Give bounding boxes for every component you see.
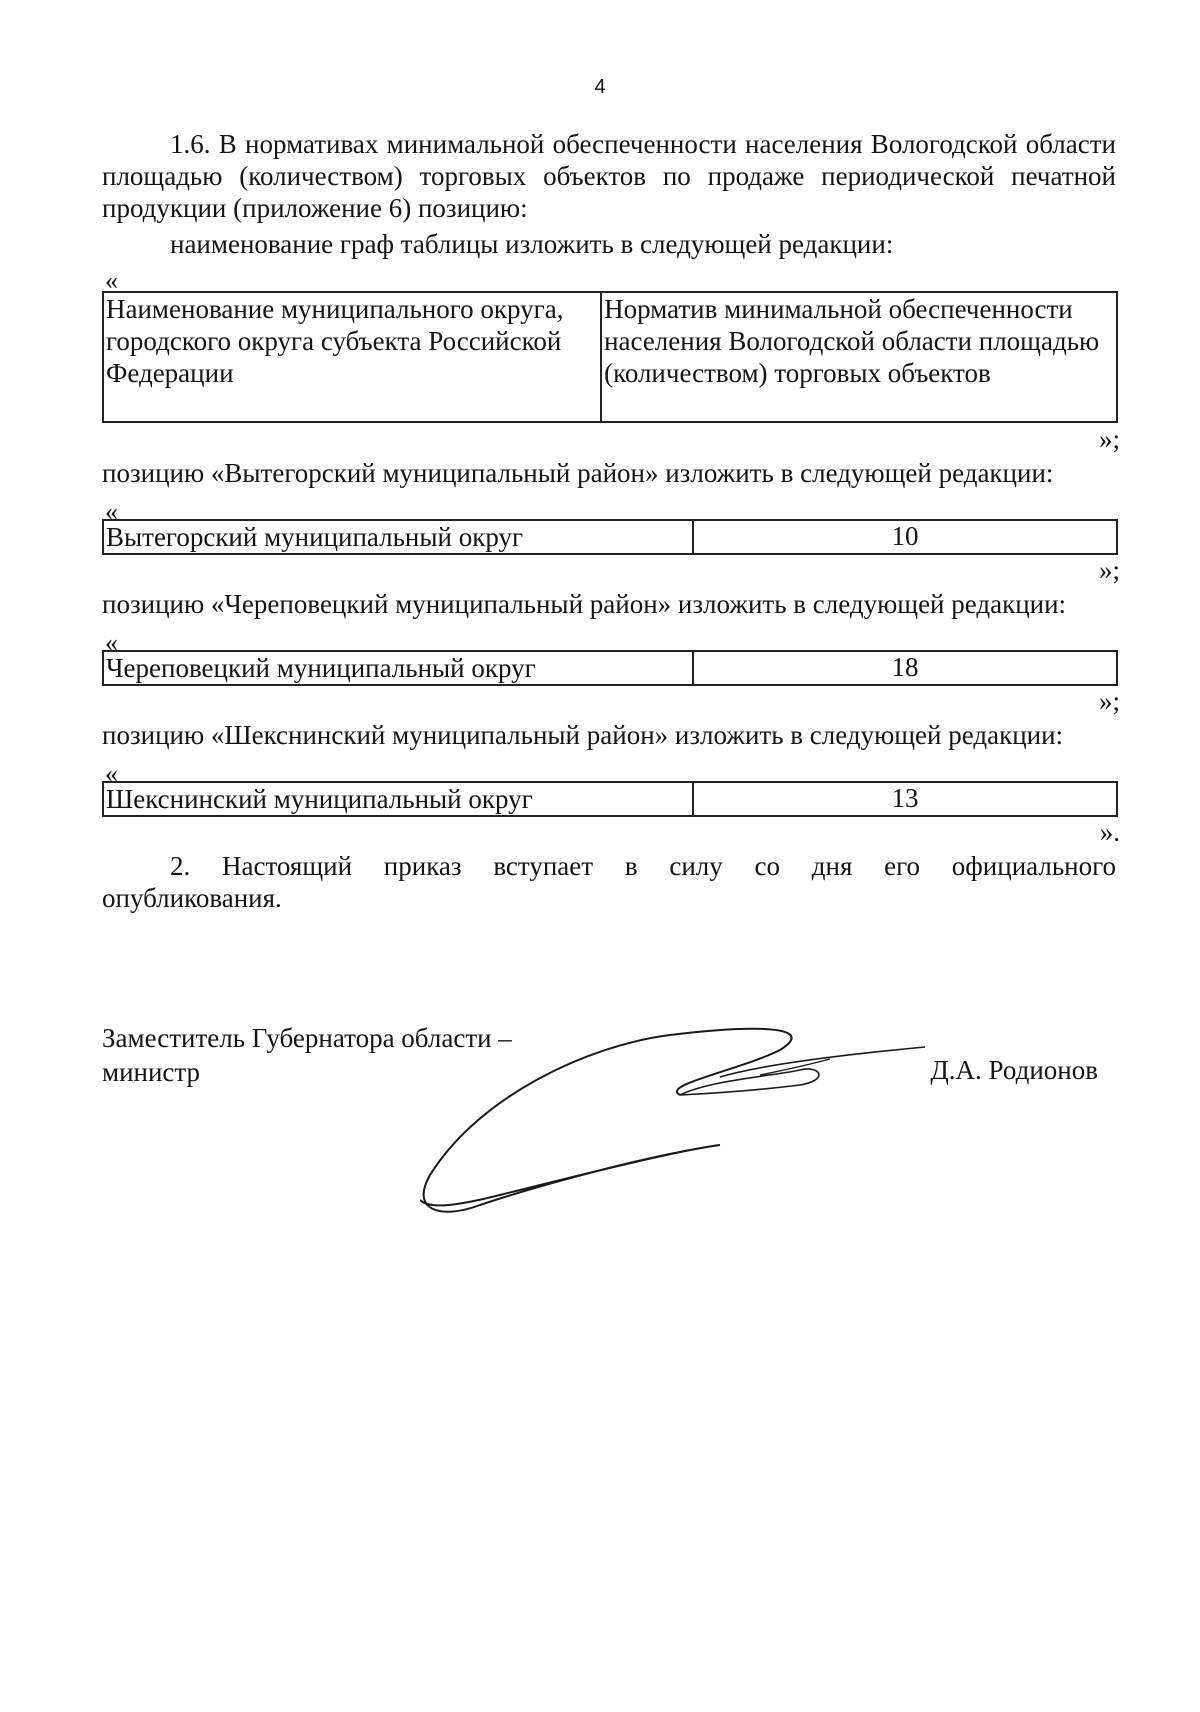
position-table <box>102 519 1118 555</box>
open-quote: « <box>105 266 118 295</box>
close-quote: »; <box>1098 424 1120 454</box>
signatory-name: Д.А. Родионов <box>930 1055 1098 1085</box>
headers-instruction: наименование граф таблицы изложить в следующей редакции: <box>170 229 894 259</box>
open-quote: « <box>105 497 118 526</box>
position-intro: позицию «Шекснинский муниципальный район» изложить в следующей редакции: <box>102 720 1064 750</box>
close-quote: ». <box>1099 817 1120 847</box>
municipality-name-cell: Шекснинский муниципальный округ <box>103 782 693 816</box>
open-quote: « <box>105 628 118 657</box>
paragraph-1-6: 1.6. В нормативах минимальной обеспеченности населения Вологодской области площадью (количеством) торговых объектов по продаже периодической печатной продукции (приложение 6) позицию: <box>102 129 1116 223</box>
position-table <box>102 781 1118 817</box>
handwritten-signature <box>420 1025 940 1225</box>
close-quote: »; <box>1098 686 1120 716</box>
position-table <box>102 650 1118 686</box>
signatory-title-line-2: министр <box>102 1057 201 1087</box>
header-cell-norm: Норматив минимальной обеспеченности населения Вологодской области площадью (количеством) торговых объектов <box>601 292 1117 422</box>
close-quote: »; <box>1098 555 1120 585</box>
norm-value-cell: 13 <box>693 782 1117 816</box>
municipality-name-cell: Вытегорский муниципальный округ <box>103 520 693 554</box>
norm-value-cell: 18 <box>693 651 1117 685</box>
header-cell-municipality: Наименование муниципального округа, городского округа субъекта Российской Федерации <box>103 292 601 422</box>
page-number: 4 <box>594 76 606 98</box>
position-intro: позицию «Вытегорский муниципальный район» изложить в следующей редакции: <box>102 458 1054 488</box>
paragraph-2: 2. Настоящий приказ вступает в силу со дня его официального опубликования. <box>102 851 1116 913</box>
signatory-title-line-1: Заместитель Губернатора области – <box>102 1023 512 1053</box>
open-quote: « <box>105 759 118 788</box>
norm-value-cell: 10 <box>693 520 1117 554</box>
municipality-name-cell: Череповецкий муниципальный округ <box>103 651 693 685</box>
position-intro: позицию «Череповецкий муниципальный район» изложить в следующей редакции: <box>102 589 1067 619</box>
header-table <box>102 291 1118 423</box>
